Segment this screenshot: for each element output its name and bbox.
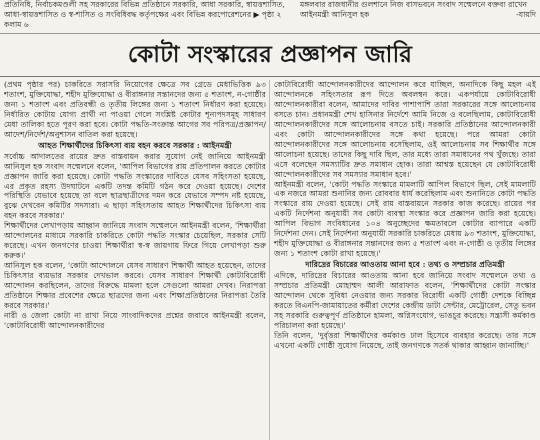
photo-caption <box>300 0 536 30</box>
paragraph: তিনি বলেন, 'দুর্বৃত্তরা শিক্ষার্থীদের কর্মকাণ্ড ঢাল হিসেবে ব্যবহার করেছে। তার সঙ্গে এখনো একটি গোষ্ঠী সুযোগ নিয়েছে, তাই জনগণকে সতর্ক থাকার আহ্বান জানাচ্ছি।' <box>274 330 536 350</box>
paragraph: আনিসুল হক বলেন, 'কোটা আন্দোলনে যেসব সাধারণ শিক্ষার্থী আহত হয়েছেন, তাদের চিকিৎসার ব্যয়ভার সরকার দেখভাল করবে। যেসব সাধারণ শিক্ষার্থী কোটাবিরোধী আন্দোলন করছিলেন, তাদের বিরুদ্ধে মামলা হলে সেগুলো আমরা দেখব। নিরাপত্তা প্রতিষ্ঠানে শিক্ষার প্রবেশের ক্ষেত্রে ছাত্রদের জন্য এবং শিক্ষাপ্রতিষ্ঠানের নিরাপত্তা তৈরি করবে সরকার।' <box>4 261 266 310</box>
paragraph: এদিকে, দারিদ্রের বিচারের আওতায় আনা হবে জানিয়ে সংবাদ সম্মেলনে তথ্য ও সম্প্রচার প্রতিমন্ত্রী মোহাম্মদ আলী আরাফাত বলেন, 'শিক্ষার্থীদের কোটা সংস্কার আন্দোলন থেকে সুবিধা নেওয়ার জন্য সরকার বিরোধী একটি গোষ্ঠী দেশকে বিচ্ছিন্ন করতে বিএনপি-জামায়াতের কর্মীরা দেশের কেন্দ্রীয় ডাটা সেন্টার, মেট্রোরেল, সেতু ভবন সহ সরকারি গুরুত্বপূর্ণ প্রতিষ্ঠানে হামলা, অগ্নিসংযোগ, ভাঙচুর করেছে। সন্ত্রাসী কর্মকাণ্ড পরিচালনা করা হয়েছে।' <box>274 271 536 330</box>
headline-divider <box>0 76 540 77</box>
top-divider <box>0 33 540 34</box>
column-divider <box>269 80 270 440</box>
previous-story-snippet <box>4 0 296 30</box>
paragraph: (প্রথম পৃষ্ঠার পর) চাকরিতে সরাসরি নিয়োগের ক্ষেত্রে সব গ্রেডে মেধাভিত্তিক ৯৩ শতাংশ, মুক্তিযোদ্ধা, শহীদ মুক্তিযোদ্ধা ও বীরাঙ্গনার সন্তানদের জন্য ৫ শতাংশ, ন-গোষ্ঠীর জন্য ১ শতাংশ এবং প্রতিবন্ধী ও তৃতীয় লিঙ্গের জন্য ১ শতাংশ নির্ধারণ করা হয়েছে। নির্ধারিত কোটায় যোগ্য প্রার্থী না পাওয়া গেলে সংশ্লিষ্ট কোটার শূন্যপদসমূহ সাধারণ মেধা তালিকা হতে পূরণ করা হবে। কোটা পদ্ধতি-সংক্রান্ত আগের সব পরিপত্র/প্রজ্ঞাপন/আদেশ/নির্দেশ/অনুশাসন বাতিল করা হয়েছে। <box>4 80 266 139</box>
photo-caption-text: মঙ্গলবার রাজধানীর গুলশানে নিজ বাসভবনে সংবাদ সম্মেলনে বক্তব্য রাখেন আইনমন্ত্রী আনিসুল হক <box>300 0 528 19</box>
headline: কোটা সংস্কারের প্রজ্ঞাপন জারি <box>127 41 413 68</box>
article-column-right <box>274 80 536 440</box>
paragraph: আইনমন্ত্রী বলেন, 'কোটা পদ্ধতি সংস্কারে মামলাটি আপিল বিভাগে ছিল, সেই মামলাটি এক নজরে আমরা শুনানির জন্য রোববার ধার্য করেছিলাম এবং শুনানিতে কোটা পদ্ধতি সংস্কারে রায় দেওয়া হয়েছে। সেই রায় বাস্তবায়নে সরকার কাজ করেছে। রায়ের পর একটি নির্দেশনা অনুযায়ী সব কোটা ব্যবস্থা সংস্কার করে প্রজ্ঞাপন জারি করা হয়েছে। আপিল বিভাগ সংবিধানের ১০৪ অনুচ্ছেদের ক্ষমতাবলে কোটার ব্যাপারে একটি নির্দেশনা দেন। সেই নির্দেশনা অনুযায়ী সরকারি চাকরিতে মেধায় ৯৩ শতাংশ, মুক্তিযোদ্ধা, শহীদ মুক্তিযোদ্ধা ও বীরাঙ্গনার সন্তানদের জন্য ৫ শতাংশ এবং ন-গোষ্ঠী ও তৃতীয় লিঙ্গের জন্য ১ শতাংশ কোটা রাখা হয়েছে।' <box>274 179 536 259</box>
paragraph: নারী ও জেলা কোটা না রাখা নিয়ে সাংবাদিকদের প্রশ্নের জবাবে আইনমন্ত্রী বলেন, 'কোটাবিরোধী আন্দোলনকারীদের <box>4 310 266 330</box>
jump-reference: ▶ পৃষ্ঠা ২ কলাম ৬ <box>4 10 282 29</box>
article-column-left <box>4 80 266 440</box>
paragraph: কোটাবিরোধী আন্দোলনকারীদের আন্দোলন করে যাচ্ছিল, অনাদিকে কিছু মহল এই আন্দোলনকে সহিংসতার রূপ দিতে অবলম্বন করে। একপর্যায়ে কোটাবিরোধী আন্দোলনকারীরা বলেন, আমাদের দাবির পাশাপাশি তারা সরকারের সঙ্গে আলোচনায় বসতে চান। প্রধানমন্ত্রী শেখ হাসিনার নির্দেশে আমি নিজে ও বলেছিলাম, কোটাবিরোধী আন্দোলনকারীদের সঙ্গে আলোচনায় বসতে চাই। সরকারি প্রতিষ্ঠানের আন্দোলনকারী এবং কোটা আন্দোলনকারীদের সঙ্গে কথা হয়েছে। পরে আমরা কোটা আন্দোলনকারীদের সঙ্গে আলোচনায় বসেছিলাম, ওই আলোচনায় সব শিক্ষার্থীর সঙ্গে আলোচনা হয়েছে। তাদের কিছু দাবি ছিল, তার মধ্যে তারা সমাধানের পথ খুঁজছে। তারা এসে বলেছেন সমস্যাটির দ্রুত সমাধান হোক। তারা আশ্বস্ত হয়েছেন যে কোটাবিরোধী আন্দোলনকারীদের সব সমস্যার সমাধান হবে।' <box>274 80 536 179</box>
photo-credit: -যায়দি <box>516 10 536 19</box>
paragraph: শিক্ষার্থীদের লেখাপড়ায় আহ্বান জানিয়ে সংবাদ সম্মেলনে আইনমন্ত্রী বলেন, 'শিক্ষার্থীরা আন্দোলনের মাধ্যমে সরকারি চাকরিতে কোটা পদ্ধতি সংস্কার চেয়েছিল, সরকার সেটি করেছে। এখন জনগণের চাওয়া শিক্ষার্থীরা স্ব-স্ব জায়গায় ফিরে গিয়ে লেখাপড়া শুরু করুক।' <box>4 221 266 261</box>
previous-story-text: প্রতিনিধি, নির্বাচকমণ্ডলী সহ সরকারের বিভিন্ন প্রতিষ্ঠানে সরকারি, আধা সরকারি, স্বায়ত্তশাসিত, আধা-স্বায়ত্তশাসিত ও স্ব-শাসিত ও সংবিধিবদ্ধ কর্তৃপক্ষের এবং বিভিন্ন করপোরেশনের <box>4 0 285 19</box>
subheading: আহত শিক্ষার্থীদের চিকিৎসা ব্যয় বহন করবে সরকার : আইনমন্ত্রী <box>38 140 232 150</box>
paragraph: সর্বোচ্চ আদালতের রায়ের দ্রুত বাস্তবায়ন করার সুযোগ নেই জানিয়ে আইনমন্ত্রী আনিসুল হক সংবাদ সম্মেলনে বলেন, 'আপিল বিভাগের রায় প্রতিপালন করতে কোটার প্রজ্ঞাপন জারি করা হয়েছে। কোটা পদ্ধতি সংস্কারের দাবিতে যেসব সহিংসতা হয়েছে, এর প্রকৃত রহস্য উদঘাটনে একটি তদন্ত কমিটি গঠন করে দেওয়া হয়েছে। দেশের পরিস্থিতি যেভাবে হয়েছে তা বলে ছাত্রছাত্রীদের দমন করে যেভাবে সম্পদ নষ্ট হয়েছে, বুঝে দেখবেন কমিটির সদস্যরা। এ ছাড়া সহিংসতায় আহত শিক্ষার্থীদের চিকিৎসা ব্যয় বহন করবে সরকার।' <box>4 151 266 221</box>
subheading: দারিদ্রের বিচারের আওতায় আনা হবে : তথ্য ও সম্প্রচার প্রতিমন্ত্রী <box>305 260 505 270</box>
